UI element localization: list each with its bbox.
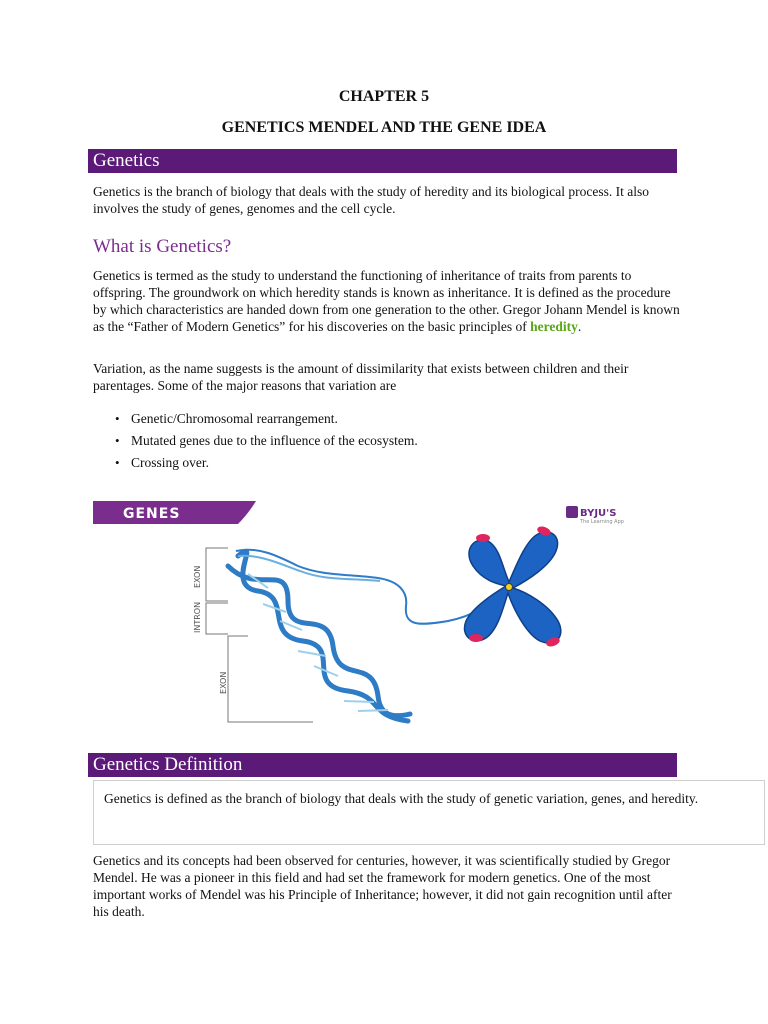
genes-banner-text: GENES: [123, 506, 181, 522]
exon-label-2: EXON: [219, 671, 228, 694]
list-item: [93, 454, 418, 476]
genetics-intro-paragraph: Genetics is the branch of biology that deals with the study of heredity and its biological process. It also involves the study of genes, genomes and the cell cycle.: [93, 184, 649, 216]
section-band-genetics-definition: Genetics Definition: [88, 753, 677, 777]
list-item-text: Crossing over.: [131, 455, 210, 470]
what-is-genetics-heading: What is Genetics?: [93, 236, 232, 257]
genes-figure: [88, 496, 688, 746]
chapter-title: GENETICS MENDEL AND THE GENE IDEA: [221, 119, 547, 136]
exon-label-1: EXON: [193, 565, 202, 588]
definition-text: Genetics is defined as the branch of biology that deals with the study of genetic variation, genes, and heredity.: [104, 791, 699, 806]
byjus-brand-text: BYJU'S: [580, 508, 617, 519]
paragraph-text: Genetics is termed as the study to understand the functioning of inheritance of traits from parents to offspring. The groundwork on which heredity stands is known as inheritance. It is defined as the procedure by which characteristics are handed down from one generation to the other. Gregor Johann Mendel is known as the “Father of Modern Genetics” for his discoveries on the basic principles of: [93, 268, 680, 334]
byjus-tagline-text: The Learning App: [580, 519, 624, 525]
definition-box: [93, 780, 765, 845]
variation-reasons-list: [93, 410, 418, 476]
chapter-number: CHAPTER 5: [338, 88, 430, 105]
list-item: [93, 410, 418, 432]
mendel-history-paragraph: Genetics and its concepts had been observed for centuries, however, it was scientifically studied by Gregor Mendel. He was a pioneer in this field and had set the framework for modern genetics. One of the most important works of Mendel was his Principle of Inheritance; however, it did not gain recognition until after his death.: [93, 853, 672, 919]
genes-illustration: [88, 496, 688, 746]
list-item-text: Genetic/Chromosomal rearrangement.: [131, 411, 338, 426]
list-item: [93, 432, 418, 454]
intron-label: INTRON: [193, 601, 202, 633]
section-band-genetics: Genetics: [88, 149, 677, 173]
byjus-logo-icon: [566, 506, 578, 518]
variation-paragraph: Variation, as the name suggests is the amount of dissimilarity that exists between children and their parentages. Some of the major reasons that variation are: [93, 361, 629, 393]
gene-brackets: [206, 548, 313, 722]
chromosome-icon: [464, 525, 560, 648]
list-item-text: Mutated genes due to the influence of the ecosystem.: [131, 433, 418, 448]
heredity-link[interactable]: heredity: [530, 319, 578, 334]
paragraph-end: .: [577, 319, 582, 334]
what-is-genetics-paragraph: [93, 267, 683, 335]
